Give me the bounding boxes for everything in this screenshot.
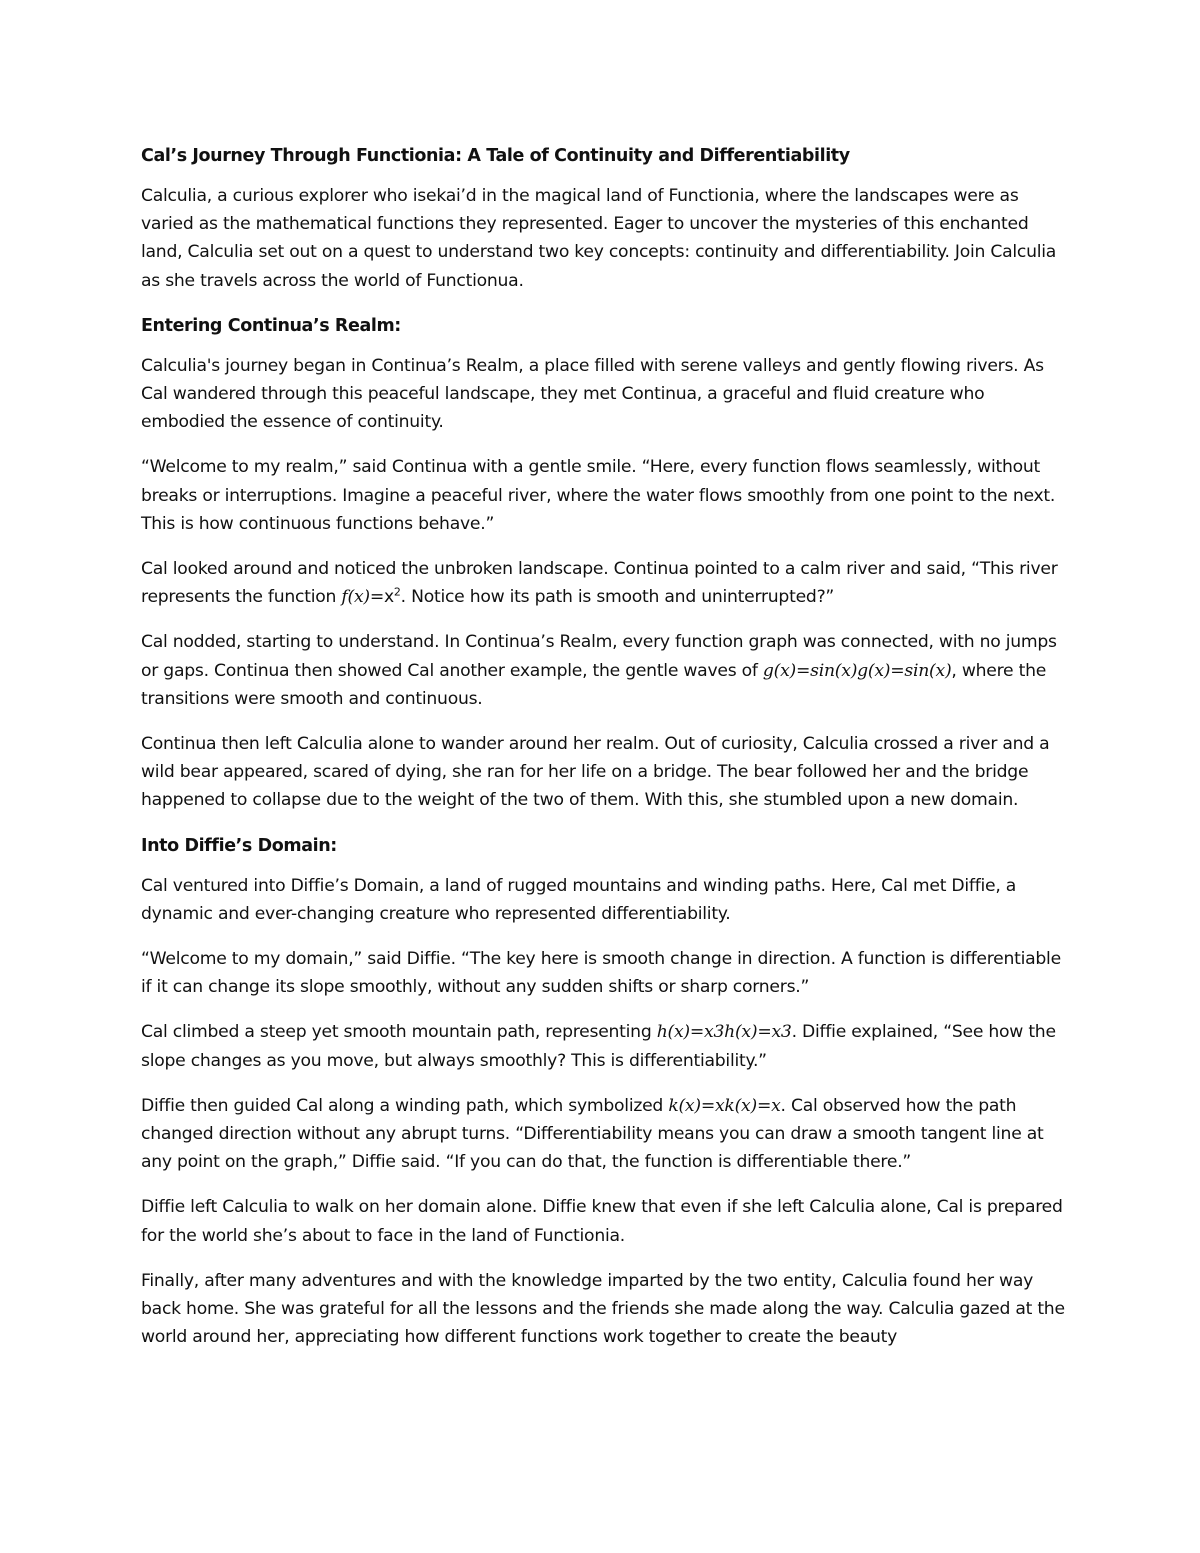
text-run: Cal looked around and noticed the unbroken landscape. Continua pointed to a calm river and said, “This river represents the function: [141, 559, 1058, 608]
diffie-paragraph-1: Cal ventured into Diffie’s Domain, a land of rugged mountains and winding paths. Here, Cal met Diffie, a dynamic and ever-changing creature who represented differentiability.: [141, 875, 1017, 924]
text-run: Cal climbed a steep yet smooth mountain path, representing: [141, 1022, 657, 1043]
text-run: . Cal observed how the path changed direction without any abrupt turns. “Differentiability means you can draw a smooth tangent line at any point on the graph,” Diffie said. “If you can do that, the function is differentiable there.”: [141, 1095, 1044, 1173]
continua-paragraph-4: [141, 628, 1066, 713]
diffie-paragraph-3: [141, 1018, 1066, 1074]
math-expression-g: g(x)=sin(x)g(x)=sin(x): [762, 660, 952, 681]
diffie-paragraph-6: Finally, after many adventures and with the knowledge imparted by the two entity, Calculia found her way back home. She was grateful for all the lessons and the friends she made along the way. Calculia gazed at the world around her, appreciating how different functions work together to create the beauty: [141, 1270, 1065, 1348]
document-body: [141, 140, 1066, 1369]
document-title: Cal’s Journey Through Functionia: A Tale of Continuity and Differentiability: [141, 146, 850, 166]
section-heading-diffie: Into Diffie’s Domain:: [141, 835, 337, 856]
text-run: . Notice how its path is smooth and uninterrupted?”: [400, 587, 835, 608]
math-f-eq: =x: [369, 587, 394, 608]
math-expression-k: k(x)=xk(x)=x: [668, 1095, 781, 1116]
math-f-exponent: 2: [393, 585, 401, 599]
continua-paragraph-2: “Welcome to my realm,” said Continua with a gentle smile. “Here, every function flows seamlessly, without breaks or interruptions. Imagine a peaceful river, where the water flows smoothly from one point to the next. This is how continuous functions behave.”: [141, 457, 1056, 534]
math-f: f: [341, 587, 348, 608]
continua-paragraph-3: [141, 555, 1066, 611]
diffie-paragraph-2: “Welcome to my domain,” said Diffie. “The key here is smooth change in direction. A function is differentiable if it can change its slope smoothly, without any sudden shifts or sharp corners.”: [141, 949, 1061, 998]
section-heading-continua: Entering Continua’s Realm:: [141, 315, 401, 336]
diffie-paragraph-5: Diffie left Calculia to walk on her domain alone. Diffie knew that even if she left Calculia alone, Cal is prepared for the world she’s about to face in the land of Functionia.: [141, 1197, 1063, 1246]
math-f-arg: (x): [347, 587, 370, 608]
continua-paragraph-5: Continua then left Calculia alone to wander around her realm. Out of curiosity, Calculia crossed a river and a wild bear appeared, scared of dying, she ran for her life on a bridge. The bear followed her and the bridge happened to collapse due to the weight of the two of them. With this, she stumbled upon a new domain.: [141, 734, 1050, 811]
math-expression-h: h(x)=x3h(x)=x3: [656, 1022, 792, 1043]
intro-paragraph: Calculia, a curious explorer who isekai’d in the magical land of Functionia, where the landscapes were as varied as the mathematical functions they represented. Eager to uncover the mysteries of this enchanted land, Calculia set out on a quest to understand two key concepts: continuity and differentiability. Join Calculia as she travels across the world of Functionua.: [141, 186, 1057, 291]
math-expression-f: [341, 587, 400, 607]
continua-paragraph-1: Calculia's journey began in Continua’s Realm, a place filled with serene valleys and gently flowing rivers. As Cal wandered through this peaceful landscape, they met Continua, a graceful and fluid creature who embodied the essence of continuity.: [141, 355, 1044, 433]
text-run: Diffie then guided Cal along a winding path, which symbolized: [141, 1095, 669, 1116]
text-run: , where the transitions were smooth and continuous.: [141, 660, 1047, 709]
text-run: Cal nodded, starting to understand. In Continua’s Realm, every function graph was connected, with no jumps or gaps. Continua then showed Cal another example, the gentle waves of: [141, 632, 1057, 681]
text-run: . Diffie explained, “See how the slope changes as you move, but always smoothly? This is differentiability.”: [141, 1022, 1056, 1071]
diffie-paragraph-4: [141, 1092, 1066, 1177]
